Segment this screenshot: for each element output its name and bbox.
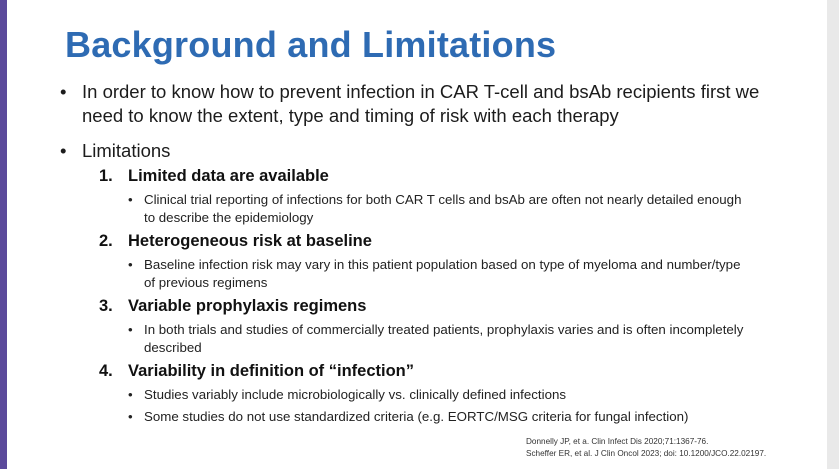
slide-accent-bar bbox=[0, 0, 7, 469]
limitation-4-point-2-text: Some studies do not use standardized criteria (e.g. EORTC/MSG criteria for fungal infection) bbox=[144, 409, 689, 424]
limitation-4-point-2 bbox=[128, 408, 748, 426]
limitation-2-point bbox=[128, 256, 748, 292]
window-edge bbox=[827, 0, 839, 469]
bullet-intro-text: In order to know how to prevent infection in CAR T-cell and bsAb recipients first we need to know the extent, type and timing of risk with each therapy bbox=[82, 81, 760, 126]
bullet-dot-icon: • bbox=[128, 409, 133, 424]
limitation-3-number: 3. bbox=[99, 297, 113, 315]
bullet-dot-icon: • bbox=[128, 322, 133, 337]
limitation-2-point-text: Baseline infection risk may vary in this patient population based on type of myeloma and number/type of previous regimens bbox=[144, 257, 741, 290]
bullet-intro bbox=[60, 80, 800, 128]
bullet-dot-icon: • bbox=[128, 387, 133, 402]
bullet-dot-icon: • bbox=[60, 140, 67, 161]
limitation-2-title: Heterogeneous risk at baseline bbox=[128, 232, 372, 250]
bullet-dot-icon: • bbox=[60, 81, 67, 102]
limitation-4-heading bbox=[99, 362, 414, 381]
limitation-1-heading bbox=[99, 167, 329, 186]
bullet-limitations bbox=[60, 139, 800, 163]
limitation-1-point-text: Clinical trial reporting of infections for both CAR T cells and bsAb are often not nearly detailed enough to describe the epidemiology bbox=[144, 192, 742, 225]
limitation-2-number: 2. bbox=[99, 232, 113, 250]
limitation-4-point-1 bbox=[128, 386, 748, 404]
limitation-1-title: Limited data are available bbox=[128, 167, 329, 185]
reference-1: Donnelly JP, et a. Clin Infect Dis 2020;71:1367-76. bbox=[526, 437, 709, 446]
slide-title: Background and Limitations bbox=[65, 24, 557, 65]
references bbox=[526, 436, 766, 460]
limitation-3-title: Variable prophylaxis regimens bbox=[128, 297, 367, 315]
limitation-1-point bbox=[128, 191, 748, 227]
bullet-dot-icon: • bbox=[128, 192, 133, 207]
limitation-2-heading bbox=[99, 232, 372, 251]
limitation-3-point-text: In both trials and studies of commercially treated patients, prophylaxis varies and is often incompletely described bbox=[144, 322, 744, 355]
limitation-4-point-1-text: Studies variably include microbiologically vs. clinically defined infections bbox=[144, 387, 567, 402]
limitation-4-title: Variability in definition of “infection” bbox=[128, 362, 415, 380]
limitation-1-number: 1. bbox=[99, 167, 113, 185]
limitation-3-point bbox=[128, 321, 748, 357]
limitation-4-number: 4. bbox=[99, 362, 113, 380]
bullet-limitations-text: Limitations bbox=[82, 140, 171, 161]
reference-2: Scheffer ER, et al. J Clin Oncol 2023; doi: 10.1200/JCO.22.02197. bbox=[526, 449, 767, 458]
bullet-dot-icon: • bbox=[128, 257, 133, 272]
limitation-3-heading bbox=[99, 297, 366, 316]
